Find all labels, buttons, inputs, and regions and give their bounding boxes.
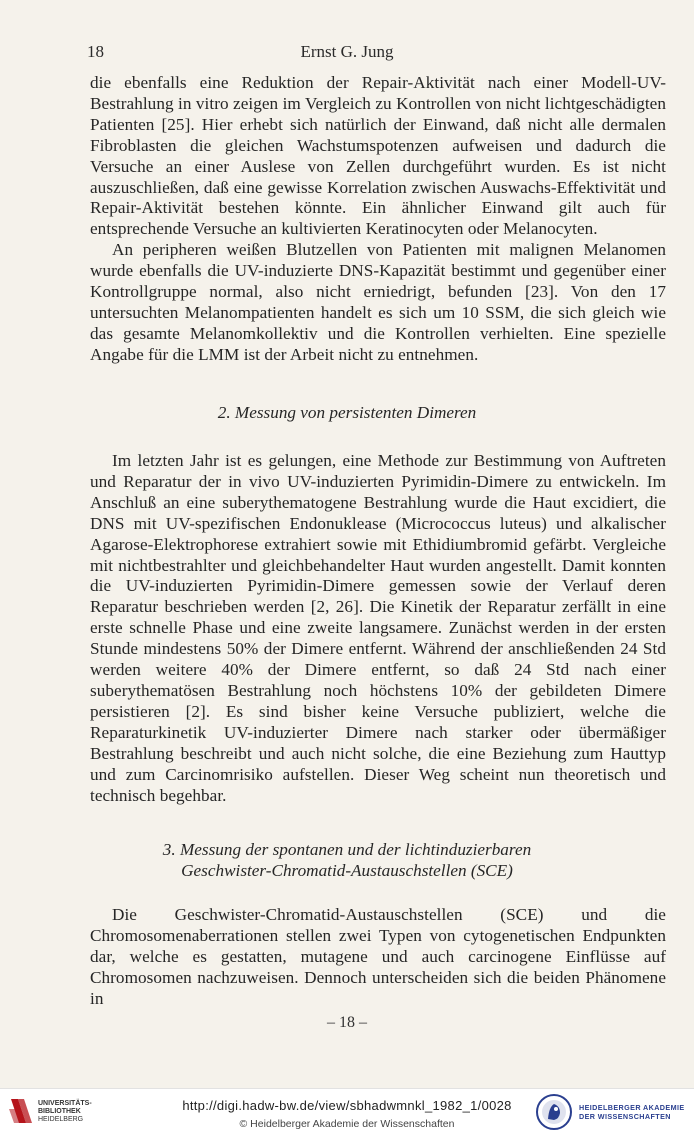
body-block-top [90,73,666,366]
paragraph: Die Geschwister-Chromatid-Austauschstellen (SCE) und die Chromosomenaberrationen stellen zwei Typen von cytogenetischen Endpunkten dar, welche es gestatten, mutagene und auch carcinogene Einflüsse auf Chromosomen nachzuweisen. Dennoch unterscheiden sich die beiden Phänomene in [90,905,666,1008]
paragraph: An peripheren weißen Blutzellen von Patienten mit malignen Melanomen wurde ebenfalls die UV-induzierte DNS-Kapazität bestimmt und gegenüber einer Kontrollgruppe normal, also nicht erniedrigt, befunden [23]. Von den 17 untersuchten Melanompatienten handelt es sich um 10 SSM, die sich gleich wie das gesamte Melanomkollektiv und die Kontrollen verhielten. Eine spezielle Angabe für die LMM ist der Arbeit nicht zu entnehmen. [90,240,666,364]
section-heading-line2: Geschwister-Chromatid-Austauschstellen (SCE) [181,861,513,880]
section-heading: 2. Messung von persistenten Dimeren [217,403,477,422]
body-block-section2 [90,451,666,806]
logo-line: BIBLIOTHEK [38,1108,81,1115]
academy-logo-text [579,1103,685,1121]
running-header-author: Ernst G. Jung [300,42,394,61]
logo-line: DER WISSENSCHAFTEN [579,1112,671,1121]
paragraph: die ebenfalls eine Reduktion der Repair-Aktivität nach einer Modell-UV-Bestrahlung in vitro zeigen im Vergleich zu Kontrollen von nicht lichtgeschädigten Patienten [25]. Hier erhebt sich natürlich der Einwand, daß nicht alle dermalen Fibroblasten die gleichen Wachstumspotenzen aufweisen und dadurch die Versuche an einer Auslese von Zellen durchgeführt wurden. Es ist nicht auszuschließen, daß eine gewisse Korrelation zwischen Auswachs-Effektivität und Repair-Aktivität bestehen könnte. Ein ähnlicher Einwand gilt auch für entsprechende Versuche an kultivierten Keratinocyten oder Melanocyten. [90,73,666,239]
copyright-notice: © Heidelberger Akademie der Wissenschaften [239,1118,455,1130]
permalink-url[interactable]: http://digi.hadw-bw.de/view/sbhadwmnkl_1982_1/0028 [182,1098,512,1113]
logo-line: UNIVERSITÄTS- [38,1100,92,1107]
viewer-footer-bar [0,1088,694,1137]
section-heading-line1: 3. Messung der spontanen und der lichtinduzierbaren [162,840,532,859]
paragraph: Im letzten Jahr ist es gelungen, eine Methode zur Bestimmung von Auftreten und Reparatur der in vivo UV-induzierten Pyrimidin-Dimere zu entwickeln. Im Anschluß an eine suberythematogene Bestrahlung wurde die Haut excidiert, die DNS mit UV-spezifischen Endonuklease (Micrococcus luteus) und alkalischer Agarose-Elektrophorese extrahiert sowie mit Ethidiumbromid gefärbt. Vergleiche mit nichtbestrahlter und gleichbehandelter Haut wurden angestellt. Damit konnten die UV-induzierten Pyrimidin-Dimere gemessen sowie der Verlauf deren Reparatur beschrieben werden [2, 26]. Die Kinetik der Reparatur zerfällt in eine erste schnelle Phase und eine zweite langsamere. Zunächst werden in der ersten Stunde mindestens 50% der Dimere entfernt. Während der anschließenden 24 Std werden weitere 40% der Dimere entfernt, so daß 24 Std nach einer suberythematösen Bestrahlung noch höchstens 10% der gebildeten Dimere persistieren [2]. Es sind bisher keine Versuche publiziert, welche die Reparaturkinetik UV-induzierter Dimere nach starker oder übermäßiger Bestrahlung beschreibt und auch nicht solche, die eine Beziehung zum Hauttyp und zum Carcinomrisiko aufstellen. Dieser Weg scheint nun theoretisch und technisch begehbar. [90,451,666,805]
running-page-number: 18 [87,42,104,61]
body-block-section3 [90,905,666,1010]
logo-line: HEIDELBERG [38,1116,84,1123]
page-footer-number: – 18 – [327,1014,367,1031]
academy-seal-icon[interactable] [535,1093,573,1131]
logo-line: HEIDELBERGER AKADEMIE [579,1103,685,1112]
